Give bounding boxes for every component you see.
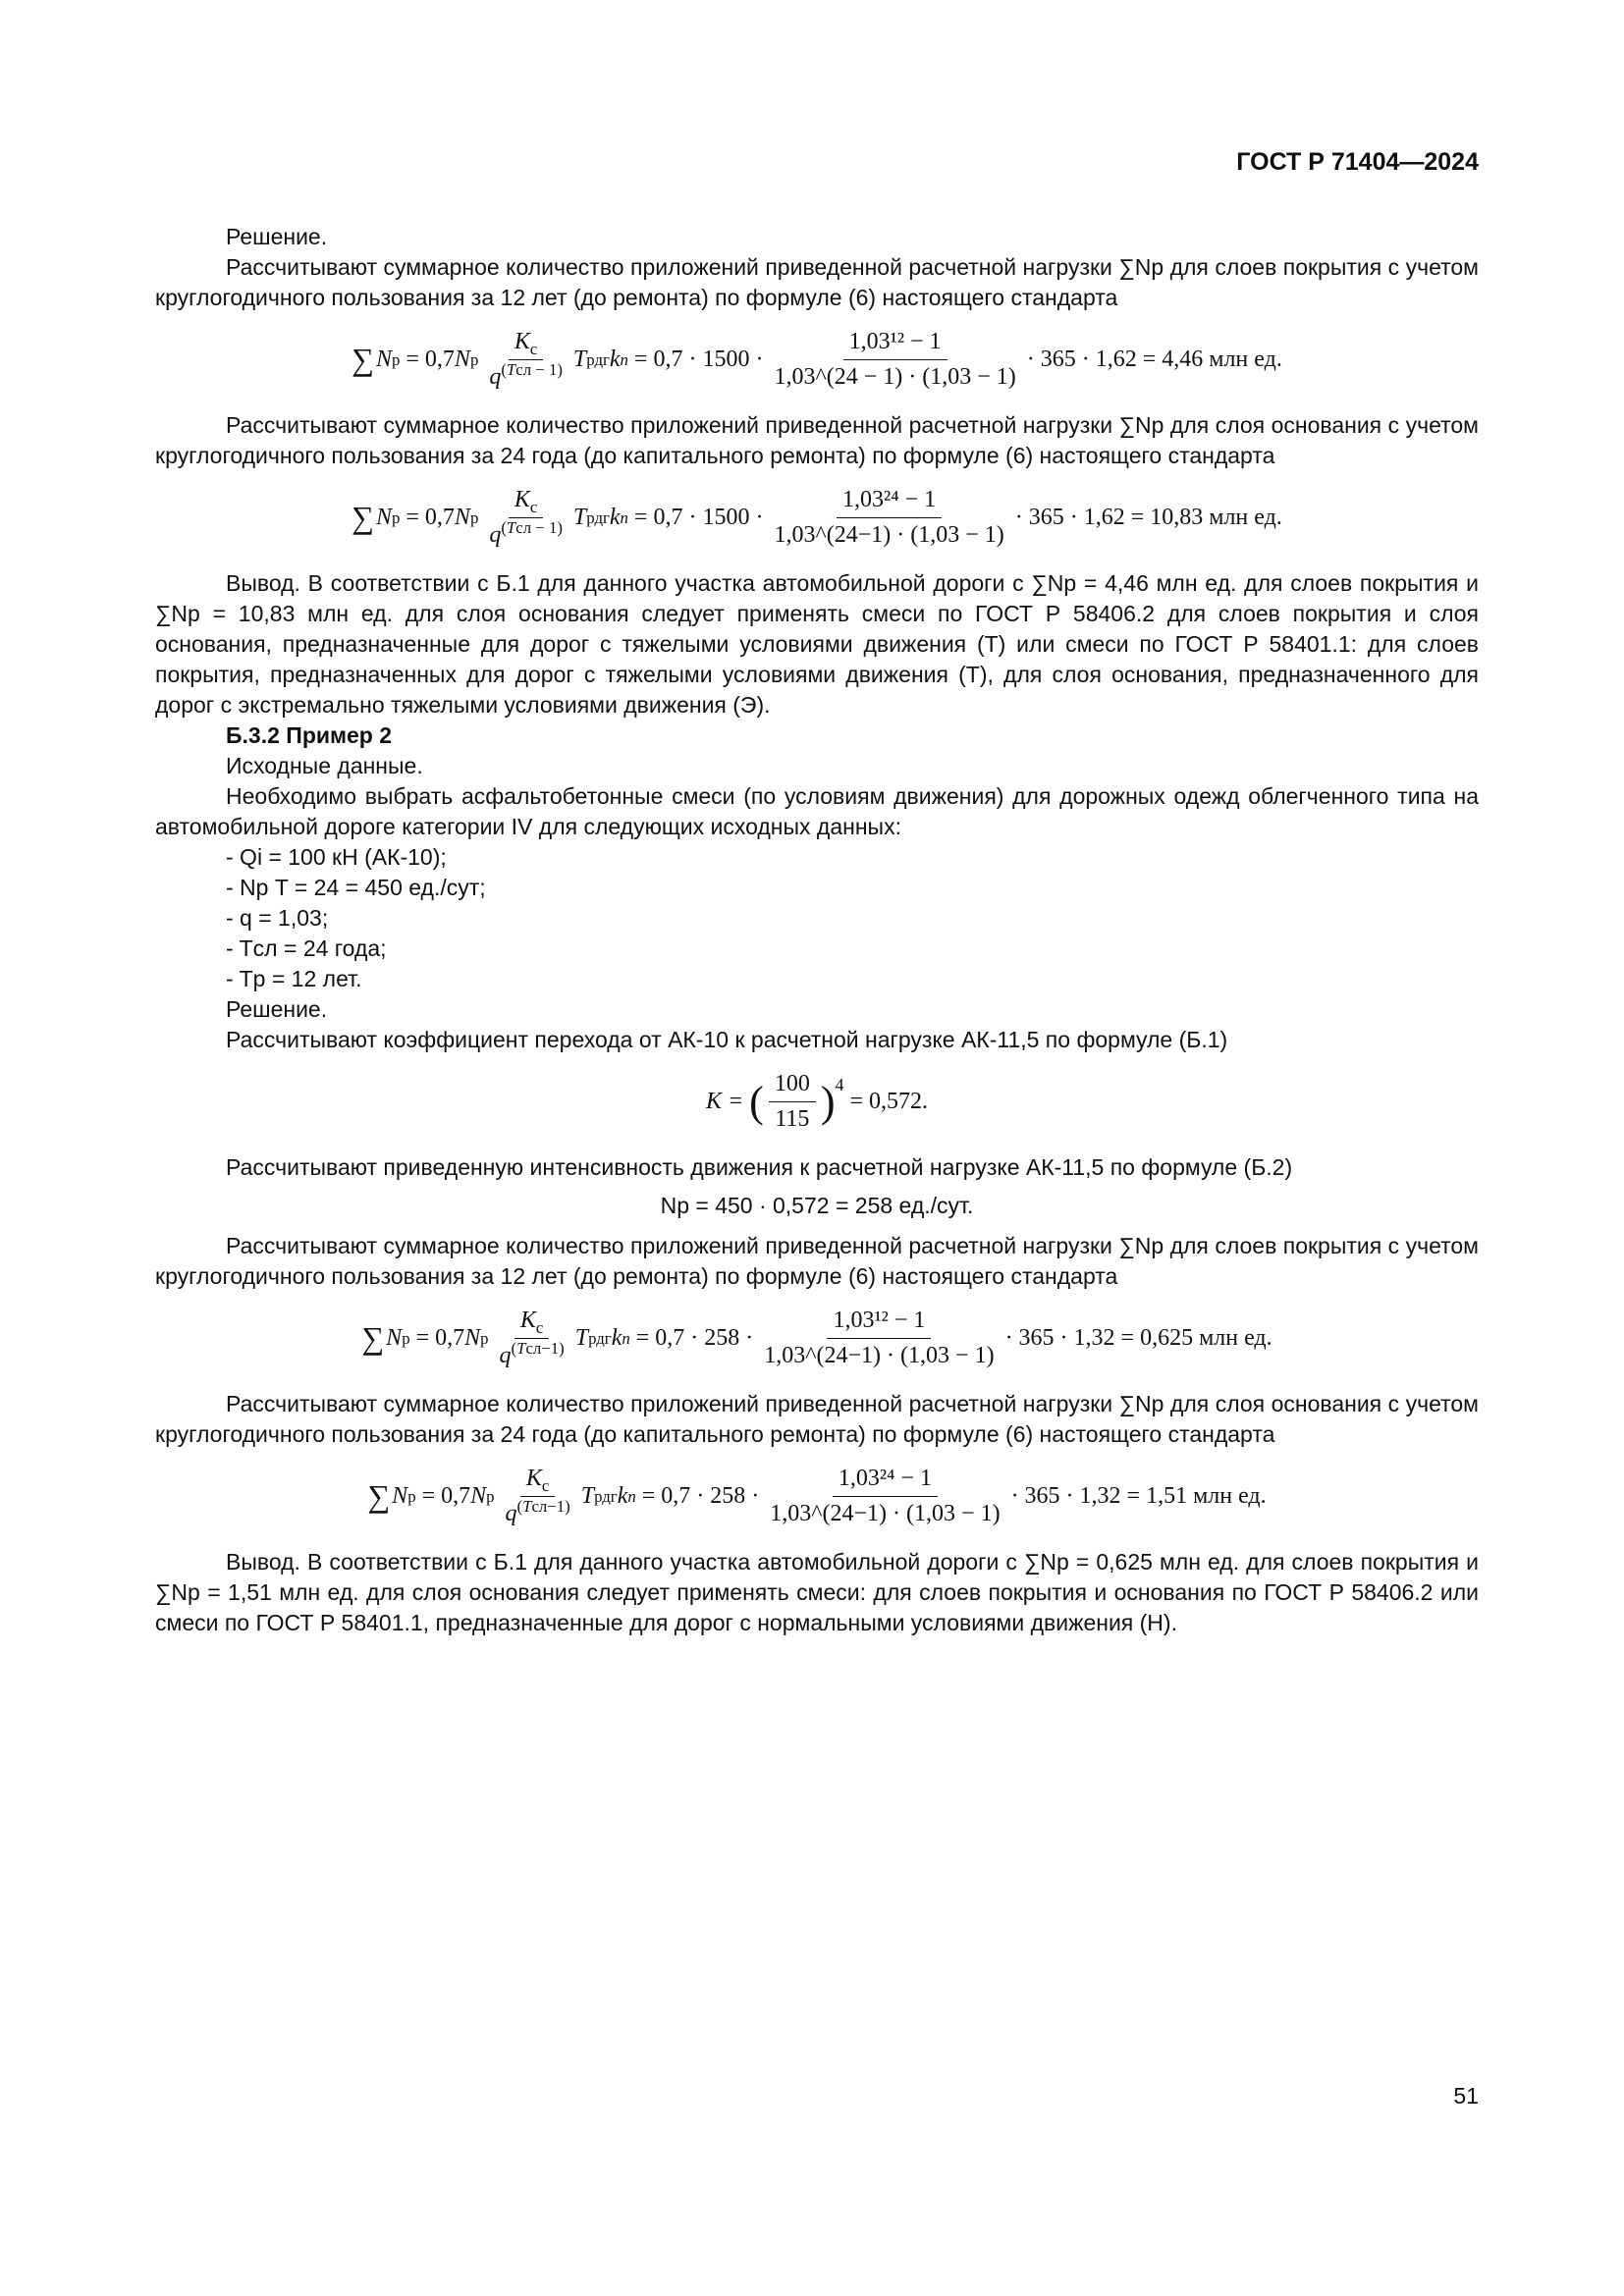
formula-1-numerator: 1,03¹² − 1 (843, 327, 947, 360)
paragraph: Рассчитывают приведенную интенсивность движения к расчетной нагрузке АК-11,5 по формуле (Б.2) (226, 1154, 1293, 1180)
formula-6-denominator: 1,03^(24−1) · (1,03 − 1) (770, 1501, 1001, 1526)
document-body (155, 222, 1479, 1638)
list-item: - Nр T = 24 = 450 ед./сут; (226, 875, 486, 900)
paragraph: Исходные данные. (226, 753, 423, 778)
document-header: ГОСТ Р 71404—2024 (1236, 148, 1479, 176)
formula-2: ∑ N р = 0,7 N р $\frac{K_c}{q^{(Tсл - 1)}}$ T рдг k n = 0,7 · 1500 · $\frac{\text{1,03²⁴ − 1}}{1,03\^{}(24-1) \cdot (1,03 - 1)}$ · 365 · 1,62 = 10,83 млн ед. (155, 485, 1479, 551)
formula-1-denominator: 1,03^(24 − 1) · (1,03 − 1) (774, 364, 1016, 390)
paragraph: Вывод. В соответствии с Б.1 для данного участка автомобильной дороги с ∑Nр = 4,46 млн ед. для слоев покрытия и ∑Nр = 10,83 млн ед. для слоя основания следует применять смеси по ГОСТ Р 58406.2 для слоев покрытия и слоя основания, предназначенные для дорог с тяжелыми условиями движения (Т) или смеси по ГОСТ Р 58401.1: для слоев покрытия, предназначенных для дорог с тяжелыми условиями движения (Т), для слоя основания, предназначенного для дорог с экстремально тяжелыми условиями движения (Э). (155, 570, 1479, 718)
list-item: - Tсл = 24 года; (226, 935, 387, 961)
formula-1: ∑ N р = 0,7 N р $\frac{K_c}{q^{(Tсл - 1)}}$ T рдг k n = 0,7 · 1500 · $\frac{\text{1,03¹² − 1}}{1,03\^{}(24 - 1) \cdot (1,03 - 1)}$ · 365 · 1,62 = 4,46 млн ед. (155, 327, 1479, 393)
formula-6: ∑ N р = 0,7 N р $\frac{K_c}{q^{(Tсл-1)}}$ T рдг k n = 0,7 · 258 · $\frac{\text{1,03²⁴ − 1}}{1,03\^{}(24-1) \cdot (1,03 - 1)}$ · 365 · 1,32 = 1,51 млн ед. (155, 1464, 1479, 1529)
paragraph: Решение. (226, 224, 328, 249)
formula-2-post: · 365 · 1,62 = 10,83 млн ед. (1014, 505, 1282, 530)
formula-6-numerator: 1,03²⁴ − 1 (833, 1464, 938, 1497)
formula-3: K = ( $\frac{100}{115}$ ) $^4$ = 0,572. (155, 1069, 1479, 1135)
formula-3-denominator: 115 (775, 1106, 810, 1132)
formula-6-pre: = 0,7 · 258 · (641, 1483, 760, 1509)
paragraph: Необходимо выбрать асфальтобетонные смеси (по условиям движения) для дорожных одежд облегченного типа на автомобильной дороге категории IV для следующих исходных данных: (155, 783, 1479, 839)
formula-5-post: · 365 · 1,32 = 0,625 млн ед. (1004, 1325, 1272, 1351)
formula-1-pre: = 0,7 · 1500 · (633, 347, 764, 372)
formula-5-denominator: 1,03^(24−1) · (1,03 − 1) (764, 1343, 995, 1368)
paragraph: Рассчитывают коэффициент перехода от АК-10 к расчетной нагрузке АК-11,5 по формуле (Б.1) (226, 1027, 1228, 1052)
formula-3-numerator: 100 (769, 1069, 816, 1102)
formula-5-pre: = 0,7 · 258 · (635, 1325, 754, 1351)
paragraph: Решение. (226, 996, 328, 1022)
formula-3-rhs: = 0,572. (849, 1089, 929, 1114)
formula-4: Nр = 450 · 0,572 = 258 ед./сут. (660, 1193, 974, 1218)
list-item: - Tр = 12 лет. (226, 966, 362, 991)
list-item: - Qi = 100 кН (АК-10); (226, 844, 447, 870)
formula-6-post: · 365 · 1,32 = 1,51 млн ед. (1010, 1483, 1267, 1509)
paragraph: Рассчитывают суммарное количество приложений приведенной расчетной нагрузки ∑Nр для слоев покрытия с учетом круглогодичного пользования за 12 лет (до ремонта) по формуле (6) настоящего стандарта (155, 254, 1479, 310)
formula-1-post: · 365 · 1,62 = 4,46 млн ед. (1026, 347, 1282, 372)
formula-5-numerator: 1,03¹² − 1 (827, 1306, 931, 1339)
formula-2-pre: = 0,7 · 1500 · (633, 505, 764, 530)
page-number: 51 (1453, 2083, 1479, 2109)
paragraph: Вывод. В соответствии с Б.1 для данного участка автомобильной дороги с ∑Nр = 0,625 млн ед. для слоев покрытия и ∑Nр = 1,51 млн ед. для слоя основания следует применять смеси: для слоев покрытия и основания по ГОСТ Р 58406.2 или смеси по ГОСТ Р 58401.1, предназначенные для дорог с нормальными условиями движения (Н). (155, 1549, 1479, 1635)
paragraph: Рассчитывают суммарное количество приложений приведенной расчетной нагрузки ∑Nр для слоя основания с учетом круглогодичного пользования за 24 года (до капитального ремонта) по формуле (6) настоящего стандарта (155, 1391, 1479, 1447)
formula-2-numerator: 1,03²⁴ − 1 (837, 485, 942, 518)
section-title: Б.3.2 Пример 2 (226, 722, 393, 748)
paragraph: Рассчитывают суммарное количество приложений приведенной расчетной нагрузки ∑Nр для слоев покрытия с учетом круглогодичного пользования за 12 лет (до ремонта) по формуле (6) настоящего стандарта (155, 1233, 1479, 1289)
formula-5: ∑ N р = 0,7 N р $\frac{K_c}{q^{(Tсл-1)}}$ T рдг k n = 0,7 · 258 · $\frac{\text{1,03¹² − 1}}{1,03\^{}(24-1) \cdot (1,03 - 1)}$ · 365 · 1,32 = 0,625 млн ед. (155, 1306, 1479, 1371)
formula-2-denominator: 1,03^(24−1) · (1,03 − 1) (774, 522, 1004, 548)
paragraph: Рассчитывают суммарное количество приложений приведенной расчетной нагрузки ∑Nр для слоя основания с учетом круглогодичного пользования за 24 года (до капитального ремонта) по формуле (6) настоящего стандарта (155, 412, 1479, 468)
list-item: - q = 1,03; (226, 905, 329, 931)
formula-3-lhs: K = (705, 1089, 744, 1114)
